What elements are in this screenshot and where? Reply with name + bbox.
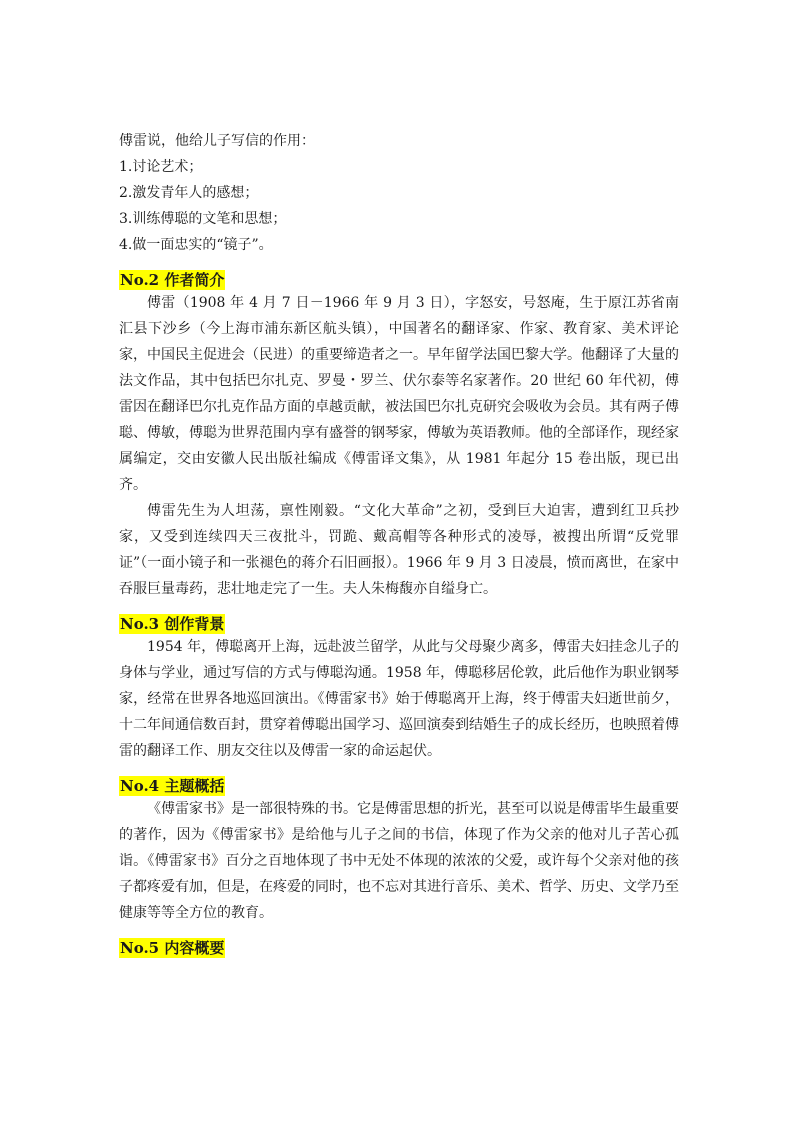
section-paragraph: 傅雷（1908 年 4 月 7 日－1966 年 9 月 3 日），字怒安，号怒庵，生于原江苏省南汇县下沙乡（今上海市浦东新区航头镇），中国著名的翻译家、作家、教育家、美术评论家，中国民主促进会（民进）的重要缔造者之一。早年留学法国巴黎大学。他翻译了大量的法文作品，其中包括巴尔扎克、罗曼・罗兰、伏尔泰等名家著作。20 世纪 60 年代初，傅雷因在翻译巴尔扎克作品方面的卓越贡献，被法国巴尔扎克研究会吸收为会员。其有两子傅聪、傅敏，傅聪为世界范围内享有盛誉的钢琴家，傅敏为英语教师。他的全部译作，现经家属编定，交由安徽人民出版社编成《傅雷译文集》，从 1981 年起分 15 卷出版，现已出齐。: [119, 295, 679, 493]
section-paragraph: 《傅雷家书》是一部很特殊的书。它是傅雷思想的折光，甚至可以说是傅雷毕生最重要的著作，因为《傅雷家书》是给他与儿子之间的书信，体现了作为父亲的他对儿子苦心孤诣。《傅雷家书》百分之百地体现了书中无处不体现的浓浓的父爱，或许每个父亲对他的孩子都疼爱有加，但是，在疼爱的同时，也不忘对其进行音乐、美术、哲学、历史、文学乃至健康等等全方位的教育。: [119, 801, 679, 921]
section-background: [119, 614, 679, 764]
section-paragraph: 1954 年，傅聪离开上海，远赴波兰留学，从此与父母聚少离多，傅雷夫妇挂念儿子的身体与学业，通过写信的方式与傅聪沟通。1958 年，傅聪移居伦敦，此后他作为职业钢琴家，经常在世界各地巡回演出。《傅雷家书》始于傅聪离开上海，终于傅雷夫妇逝世前夕，十二年间通信数百封，贯穿着傅聪出国学习、巡回演奏到结婚生子的成长经历，也映照着傅雷的翻译工作、朋友交往以及傅雷一家的命运起伏。: [119, 639, 679, 759]
section-summary: [119, 938, 679, 958]
section-heading: No.5 内容概要: [120, 939, 225, 957]
intro-point: 1.讨论艺术；: [119, 159, 203, 175]
section-theme: [119, 776, 679, 926]
section-heading: No.3 创作背景: [120, 615, 225, 633]
intro-point: 2.激发青年人的感想；: [119, 185, 259, 201]
section-heading: No.2 作者简介: [120, 271, 225, 289]
intro-point: 4.做一面忠实的“镜子”。: [119, 237, 273, 253]
section-heading: No.4 主题概括: [120, 777, 225, 795]
intro-block: [119, 128, 679, 258]
section-author: [119, 270, 679, 602]
section-paragraph: 傅雷先生为人坦荡，禀性刚毅。“文化大革命”之初，受到巨大迫害，遭到红卫兵抄家，又受到连续四天三夜批斗，罚跪、戴高帽等各种形式的凌辱，被搜出所谓“反党罪证”（一面小镜子和一张褪色的蒋介石旧画报）。1966 年 9 月 3 日凌晨，愤而离世，在家中吞服巨量毒药，悲壮地走完了一生。夫人朱梅馥亦自缢身亡。: [119, 503, 679, 597]
intro-lead: 傅雷说，他给儿子写信的作用：: [119, 133, 315, 149]
intro-point: 3.训练傅聪的文笔和思想；: [119, 211, 287, 227]
document-body: [119, 128, 679, 958]
